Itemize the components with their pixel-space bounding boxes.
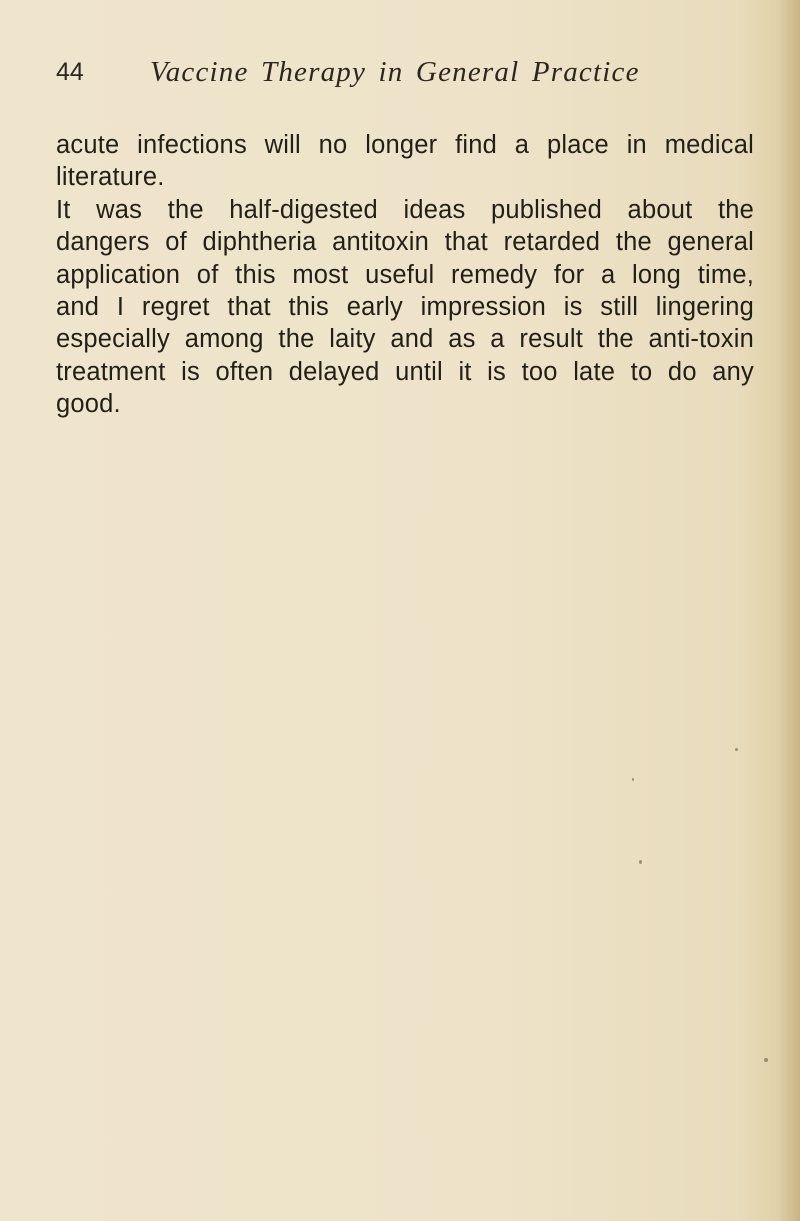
page-edge-shadow — [778, 0, 800, 1221]
body-text — [56, 129, 754, 421]
text-line: application of this most useful remedy for a long time, — [56, 260, 754, 289]
running-title: Vaccine Therapy in General Practice — [150, 56, 640, 88]
text-line: especially among the laity and as a result the anti-toxin — [56, 325, 754, 354]
paper-speck — [639, 860, 642, 864]
text-line: literature. — [56, 163, 165, 192]
text-line: dangers of diphtheria antitoxin that retarded the general — [56, 228, 754, 257]
page-number: 44 — [56, 58, 84, 86]
text-line: acute infections will no longer find a place in medical — [56, 131, 754, 159]
paper-speck — [735, 748, 738, 751]
paper-speck — [632, 778, 634, 781]
text-line: and I regret that this early impression is still lingering — [56, 293, 754, 322]
running-head — [56, 56, 746, 96]
paper-speck — [764, 1058, 768, 1062]
text-line: good. — [56, 390, 121, 419]
text-line: treatment is often delayed until it is too late to do any — [56, 357, 754, 386]
text-line: It was the half-digested ideas published about the — [56, 195, 754, 224]
